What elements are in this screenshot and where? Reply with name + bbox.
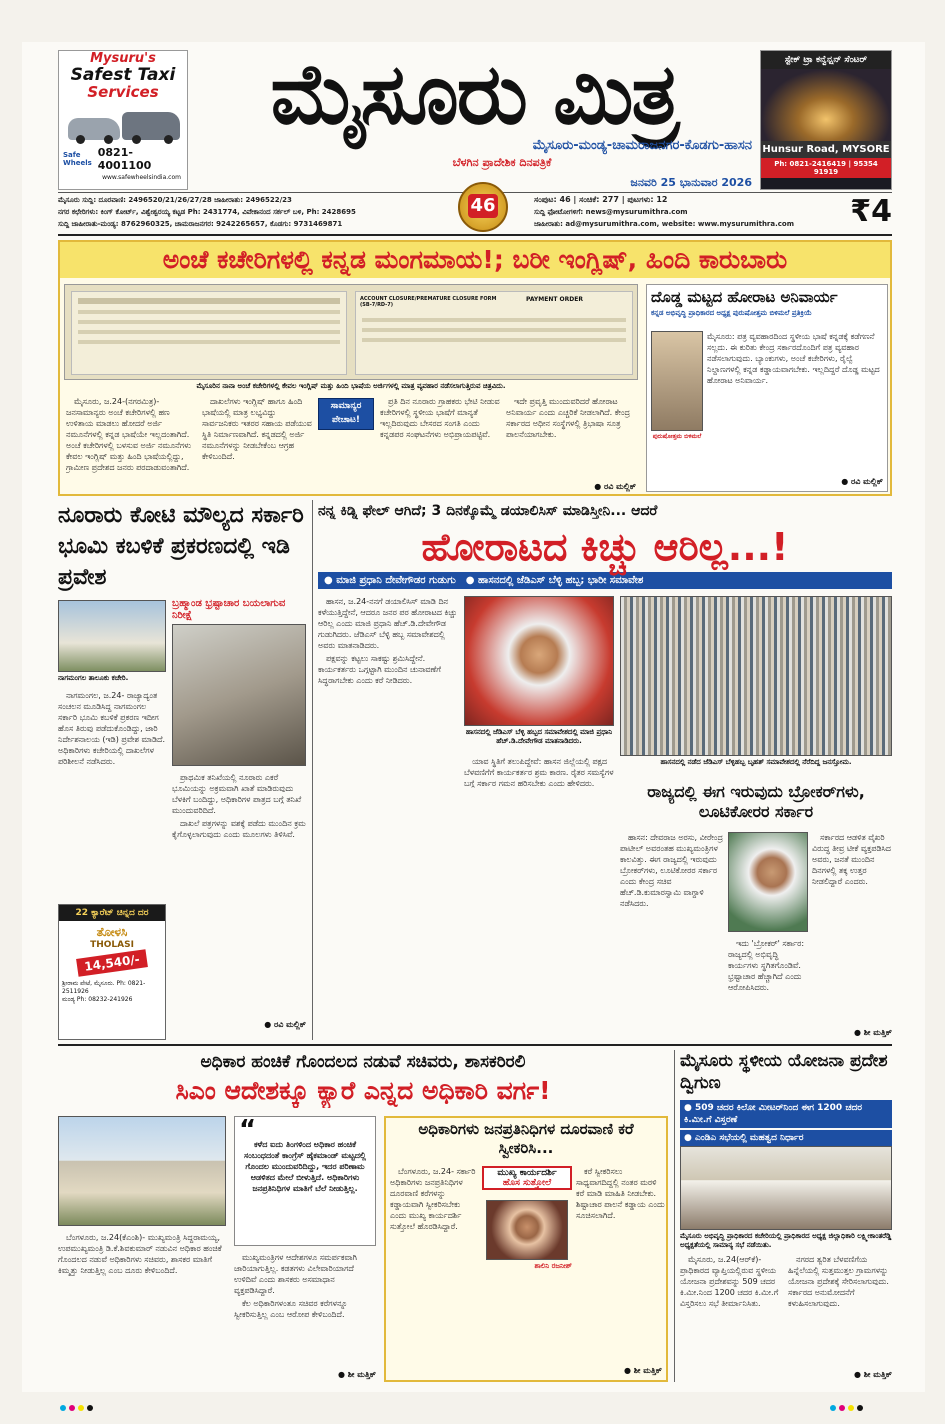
taxi-web: www.safewheelsindia.com <box>102 174 181 181</box>
postoffice-col2 <box>202 396 312 494</box>
officials-quote: ಕಳೆದ ಐದು ತಿಂಗಳಿಂದ ಅಧಿಕಾರ ಹಂಚಿಕೆ ಸಂಬಂಧದಂತೆ ಕಾಂಗ್ರೆಸ್ ಹೈಕಮಾಂಡ್ ಮಟ್ಟದಲ್ಲಿ ಗೊಂದಲ ಮುಂದುವರಿದಿದ್ದು, ಇದರ ಪರಿಣಾಮ ಆಡಳಿತದ ಮೇಲೆ ಬೀಳುತ್ತಿದೆ. ಅಧಿಕಾರಿಗಳು ಜನಪ್ರತಿನಿಧಿಗಳ ಮಾತಿಗೆ ಬೆಲೆ ನೀಡುತ್ತಿಲ್ಲ. <box>244 1140 366 1193</box>
officials-para-1: ಬೆಂಗಳೂರು, ಜ.24(ಕೆಎಂಶಿ)- ಮುಖ್ಯಮಂತ್ರಿ ಸಿದ್ದರಾಮಯ್ಯ, ಉಪಮುಖ್ಯಮಂತ್ರಿ ಡಿ.ಕೆ.ಶಿವಕುಮಾರ್ ನಡುವಿನ ಅಧಿಕಾರ ಹಂಚಿಕೆ ಗೊಂದಲದ ನಡುವೆ ಅಧಿಕಾರಿಗಳು ಸಚಿವರು, ಶಾಸಕರ ಮಾತಿಗೆ ಕಿಮ್ಮತ್ತು ನೀಡುತ್ತಿಲ್ಲ ಎಂಬ ದೂರು ಕೇಳಿಬಂದಿದೆ. <box>58 1233 222 1275</box>
contact-line-3: ಸುದ್ದಿ ಜಾಹೀರಾತು-ಮಂಡ್ಯ: 8762960325, ಚಾಮರಾಜನಗರ: 9242265657, ಕೊಡಗು: 9731469871 <box>58 220 343 228</box>
registration-marks-left <box>60 1405 93 1411</box>
masthead-regions: ಮೈಸೂರು-ಮಂಡ್ಯ-ಚಾಮರಾಜನಗರ-ಕೊಡಗು-ಹಾಸನ <box>532 138 752 153</box>
story-postoffice <box>58 240 892 496</box>
devegowda-bullet-1: ● ಮಾಜಿ ಪ್ರಧಾನಿ ದೇವೇಗೌಡರ ಗುಡುಗು <box>324 575 456 586</box>
gold-rate-title: 22 ಕ್ಯಾರೆಟ್ ಚಿನ್ನದ ದರ <box>59 905 165 921</box>
contact-left <box>58 194 428 232</box>
devegowda-photo <box>464 596 614 726</box>
gold-price: 14,540/- <box>76 949 148 977</box>
rally-photo-caption: ಹಾಸನದಲ್ಲಿ ನಡೆದ ಜೆಡಿಎಸ್ ಬೆಳ್ಳಿಹಬ್ಬ ಬೃಹತ್ ಸಮಾವೇಶದಲ್ಲಿ ನೆರೆದಿದ್ದ ಜನಸ್ತೋಮ. <box>660 758 852 766</box>
story-kumaraswamy <box>620 782 892 1040</box>
gold-brand: ತೋಳಸಿ <box>96 925 128 939</box>
contact-line-1: ಮೈಸೂರು ಸುದ್ದಿ: ದೂರವಾಣಿ: 2496520/21/26/27/28 ಜಾಹೀರಾತು: 2496522/23 <box>58 196 292 204</box>
anniversary-emblem <box>440 182 526 240</box>
postoffice-col1 <box>66 396 196 494</box>
car-image <box>64 104 182 144</box>
mda-bullet-1: ● 509 ಚದರ ಕಿಲೋ ಮೀಟರ್‌ನಿಂದ ಈಗ 1200 ಚದರ ಕಿ.ಮೀ.ಗೆ ವಿಸ್ತರಣೆ <box>680 1100 892 1128</box>
anniversary-number: 46 <box>468 194 498 218</box>
sidebox-photo-caption: ಪುರುಷೋತ್ತಮ ಬಿಳಿಮಲೆ <box>652 433 702 440</box>
calls-tag-1: ಮುಖ್ಯ ಕಾರ್ಯದರ್ಶಿ <box>497 1168 557 1178</box>
postoffice-photo-caption: ಮೈಸೂರಿನ ನಾನಾ ಅಂಚೆ ಕಚೇರಿಗಳಲ್ಲಿ ಕೇವಲ ಇಂಗ್ಲಿಷ್ ಮತ್ತು ಹಿಂದಿ ಭಾಷೆಯ ಅರ್ಜಿಗಳಲ್ಲಿ ಮಾತ್ರ ವ್ಯವಹಾರ ನಡೆಸಲಾಗುತ್ತಿರುವ ಚಿತ್ರವಿದು. <box>196 382 506 390</box>
devegowda-col1 <box>318 596 458 804</box>
officials-para-3: ಕೆಲ ಅಧಿಕಾರಿಗಳಂತೂ ಸಚಿವರ ಕರೆಗಳನ್ನೂ ಸ್ವೀಕರಿಸುತ್ತಿಲ್ಲ ಎಂಬ ಆರೋಪ ಕೇಳಿಬಂದಿದೆ. <box>234 1299 348 1319</box>
devegowda-para-2: ಪಕ್ಷವನ್ನು ಕಟ್ಟಲು ಸಾಕಷ್ಟು ಶ್ರಮಿಸಿದ್ದೇನೆ. ಕಾರ್ಯಕರ್ತರು ಒಗ್ಗಟ್ಟಾಗಿ ಮುಂದಿನ ಚುನಾವಣೆಗೆ ಸಿದ್ಧರಾಗಬೇಕು ಎಂದು ಕರೆ ನೀಡಿದರು. <box>318 654 441 685</box>
land-grab-col2 <box>172 772 306 1012</box>
convention-photo <box>761 69 891 141</box>
rally-photo <box>620 596 892 756</box>
calls-tag-2: ಹೊಸ ಸುತ್ತೋಲೆ <box>502 1178 552 1188</box>
calls-byline: ● ಶೀ ಮತ್ತಿಕ್ <box>624 1366 662 1375</box>
officials-para-2: ಮುಖ್ಯಮಂತ್ರಿಗಳ ಆದೇಶಗಳೂ ಸಮರ್ಪಕವಾಗಿ ಜಾರಿಯಾಗುತ್ತಿಲ್ಲ. ಕಡತಗಳು ವಿಲೇವಾರಿಯಾಗದೆ ಉಳಿದಿವೆ ಎಂದು ಶಾಸಕರು ಅಸಮಾಧಾನ ವ್ಯಕ್ತಪಡಿಸಿದ್ದಾರೆ. <box>234 1253 357 1295</box>
kumaraswamy-col2 <box>812 832 892 1038</box>
mda-bullet-2: ● ಎಂಡಿಎ ಸಭೆಯಲ್ಲಿ ಮಹತ್ವದ ನಿರ್ಧಾರ <box>680 1130 892 1146</box>
land-grab-byline: ● ರವಿ ಮಲ್ಲಿಕ್ <box>264 1020 306 1029</box>
calls-box <box>384 1116 668 1382</box>
masthead-title: ಮೈಸೂರು ಮಿತ್ರ <box>270 45 678 143</box>
land-grab-para-1: ನಾಗಮಂಗಲ, ಜ.24- ರಾಜ್ಯಾದ್ಯಂತ ಸಂಚಲನ ಮೂಡಿಸಿದ್ದ ನಾಗಮಂಗಲ ಸರ್ಕಾರಿ ಭೂಮಿ ಕಬಳಿಕೆ ಪ್ರಕರಣ ಇದೀಗ ಹೊಸ ತಿರುವು ಪಡೆದುಕೊಂಡಿದ್ದು, ಜಾರಿ ನಿರ್ದೇಶನಾಲಯ (ಇಡಿ) ಪ್ರವೇಶ ಮಾಡಿದೆ. ಅಧಿಕಾರಿಗಳು ಕಚೇರಿಯಲ್ಲಿ ದಾಖಲೆಗಳ ಪರಿಶೀಲನೆ ನಡೆಸಿದರು. <box>58 691 166 766</box>
land-grab-para-2: ಪ್ರಾಥಮಿಕ ತನಿಖೆಯಲ್ಲಿ ನೂರಾರು ಎಕರೆ ಭೂಮಿಯನ್ನು ಅಕ್ರಮವಾಗಿ ಖಾತೆ ಮಾಡಿರುವುದು ಬೆಳಕಿಗೆ ಬಂದಿದ್ದು, ಅಧಿಕಾರಿಗಳ ಪಾತ್ರದ ಬಗ್ಗೆ ತನಿಖೆ ಮುಂದುವರಿದಿದೆ. <box>172 773 302 815</box>
story-devegowda <box>318 500 892 806</box>
safe-wheels-logo: Safe Wheels <box>63 151 92 167</box>
postoffice-para-1: ಮೈಸೂರು, ಜ.24-(ನಗರಮಿತ್ರ)- ಜನಸಾಮಾನ್ಯರು ಅಂಚೆ ಕಚೇರಿಗಳಲ್ಲಿ ಹಣ ಉಳಿತಾಯ ಮಾಡಲು ಹೋದರೆ ಅರ್ಜಿ ನಮೂನೆಗಳಲ್ಲಿ ಕನ್ನಡ ಭಾಷೆಯೇ ಇಲ್ಲದಂತಾಗಿದೆ. ಅಂಚೆ ಕಚೇರಿಗಳಲ್ಲಿ ಬಳಸುವ ಅರ್ಜಿ ನಮೂನೆಗಳು ಕೇವಲ ಇಂಗ್ಲಿಷ್ ಮತ್ತು ಹಿಂದಿ ಭಾಷೆಯಲ್ಲಿದ್ದು, ಗ್ರಾಮೀಣ ಪ್ರದೇಶದ ಜನರು ಪರದಾಡುವಂತಾಗಿದೆ. <box>66 397 192 472</box>
form-title-1: ACCOUNT CLOSURE/PREMATURE CLOSURE FORM (SB-7/RD-7) <box>360 296 497 308</box>
devegowda-para-3: ಯಾವ ಸ್ಥಿತಿಗೆ ತಲುಪಿದ್ದೇವೆ: ಹಾಸನ ಜಿಲ್ಲೆಯಲ್ಲಿ ಪಕ್ಷದ ಬೆಳವಣಿಗೆಗೆ ಕಾರ್ಯಕರ್ತರ ಶ್ರಮ ಕಾರಣ. ರೈತರ ಸಮಸ್ಯೆಗಳ ಬಗ್ಗೆ ಸರ್ಕಾರ ಗಮನ ಹರಿಸಬೇಕು ಎಂದು ಹೇಳಿದರು. <box>464 757 614 788</box>
price: ₹4 <box>850 194 892 229</box>
mda-col2 <box>788 1254 892 1370</box>
officials-quote-box <box>234 1116 376 1246</box>
kumaraswamy-para-3: ಇದು 'ಬ್ರೋಕರ್' ಸರ್ಕಾರ: ರಾಜ್ಯದಲ್ಲಿ ಅಭಿವೃದ್ಧಿ ಕಾರ್ಯಗಳು ಸ್ಥಗಿತಗೊಂಡಿವೆ. ಭ್ರಷ್ಟಾಚಾರ ಹೆಚ್ಚಾಗಿದೆ ಎಂದು ಆರೋಪಿಸಿದರು. <box>728 939 805 992</box>
postoffice-para-4: ಇದೇ ಪ್ರವೃತ್ತಿ ಮುಂದುವರಿದರೆ ಹೋರಾಟ ಅನಿವಾರ್ಯ ಎಂದು ಎಚ್ಚರಿಕೆ ನೀಡಲಾಗಿದೆ. ಕೇಂದ್ರ ಸರ್ಕಾರದ ಅಧೀನ ಸಂಸ್ಥೆಗಳಲ್ಲಿ ತ್ರಿಭಾಷಾ ಸೂತ್ರ ಪಾಲನೆಯಾಗಬೇಕು. <box>506 397 631 439</box>
shalini-photo-caption: ಶಾಲಿನಿ ರಜನೀಶ್ <box>534 1262 572 1270</box>
mda-byline: ● ಶೀ ಮತ್ತಿಕ್ <box>854 1370 892 1379</box>
land-grab-photo1 <box>58 600 166 672</box>
calls-col2 <box>576 1166 666 1378</box>
convention-phone: Ph: 0821-2416419 | 95354 91919 <box>761 158 891 178</box>
devegowda-col2 <box>464 756 614 806</box>
kumaraswamy-photo <box>728 832 808 932</box>
kumaraswamy-para-1: ಹಾಸನ: ದೇವರಾಜ ಅರಸು, ವೀರೇಂದ್ರ ಪಾಟೀಲ್ ಅವರಂತಹ ಮುಖ್ಯಮಂತ್ರಿಗಳ ಕಾಲವಿತ್ತು. ಈಗ ರಾಜ್ಯದಲ್ಲಿ ಇರುವುದು ಬ್ರೋಕರ್‌ಗಳು, ಲೂಟಿಕೋರರ ಸರ್ಕಾರ ಎಂದು ಕೇಂದ್ರ ಸಚಿವ ಹೆಚ್.ಡಿ.ಕುಮಾರಸ್ವಾಮಿ ವಾಗ್ದಾಳಿ ನಡೆಸಿದರು. <box>620 833 723 908</box>
volume-info: ಸಂಪುಟ: 46 | ಸಂಚಿಕೆ: 277 | ಪುಟಗಳು: 12 <box>534 195 668 204</box>
land-grab-photo2 <box>172 624 306 766</box>
convention-address: Hunsur Road, MYSORE <box>761 141 891 158</box>
kumaraswamy-col1 <box>620 832 724 1038</box>
land-grab-photo1-caption: ನಾಗಮಂಗಲ ತಾಲೂಕು ಕಚೇರಿ. <box>58 674 129 682</box>
devegowda-headline: ಹೋರಾಟದ ಕಿಚ್ಚು ಆರಿಲ್ಲ...! <box>421 525 789 569</box>
officials-kicker: ಅಧಿಕಾರ ಹಂಚಿಕೆ ಗೊಂದಲದ ನಡುವೆ ಸಚಿವರು, ಶಾಸಕರಿರಲಿ <box>200 1052 526 1072</box>
contact-right <box>534 194 804 232</box>
mda-headline: ಮೈಸೂರು ಸ್ಥಳೀಯ ಯೋಜನಾ ಪ್ರದೇಶ ದ್ವಿಗುಣ <box>680 1051 888 1093</box>
masthead-tagline: ಬೆಳಗಿನ ಪ್ರಾದೇಶಿಕ ದಿನಪತ್ರಿಕೆ <box>452 156 552 169</box>
devegowda-photo-caption: ಹಾಸನದಲ್ಲಿ ಜೆಡಿಎಸ್ ಬೆಳ್ಳಿ ಹಬ್ಬದ ಸಮಾವೇಶದಲ್ಲಿ ಮಾಜಿ ಪ್ರಧಾನಿ ಹೆಚ್.ಡಿ.ದೇವೇಗೌಡ ಮಾತನಾಡಿದರು. <box>465 728 613 745</box>
kumaraswamy-para-2: ಸರ್ಕಾರದ ಆಡಳಿತ ವೈಖರಿ ವಿರುದ್ಧ ತೀವ್ರ ಟೀಕೆ ವ್ಯಕ್ತಪಡಿಸಿದ ಅವರು, ಜನತೆ ಮುಂದಿನ ದಿನಗಳಲ್ಲಿ ತಕ್ಕ ಉತ್ತರ ನೀಡಲಿದ್ದಾರೆ ಎಂದರು. <box>812 833 891 886</box>
mda-meeting-photo <box>680 1146 892 1230</box>
land-grab-para-3: ದಾಖಲೆ ಪತ್ರಗಳನ್ನು ವಶಕ್ಕೆ ಪಡೆದು ಮುಂದಿನ ಕ್ರಮ ಕೈಗೊಳ್ಳಲಾಗುವುದು ಎಂದು ಮೂಲಗಳು ತಿಳಿಸಿವೆ. <box>172 819 306 839</box>
masthead-date: ಜನವರಿ 25 ಭಾನುವಾರ 2026 <box>630 176 752 189</box>
devegowda-para-1: ಹಾಸನ, ಜ.24-ನನಗೆ ಡಯಾಲಿಸಿಸ್ ಮಾಡಿ ದಿನ ಕಳೆಯುತ್ತಿದ್ದೇನೆ, ಆದರೂ ಜನರ ಪರ ಹೋರಾಟದ ಕಿಚ್ಚು ಆರಿಲ್ಲ ಎಂದು ಮಾಜಿ ಪ್ರಧಾನಿ ಹೆಚ್.ಡಿ.ದೇವೇಗೌಡ ಗುಡುಗಿದರು. ಜೆಡಿಎಸ್ ಬೆಳ್ಳಿ ಹಬ್ಬ ಸಮಾವೇಶದಲ್ಲಿ ಅವರು ಮಾತನಾಡಿದರು. <box>318 597 458 650</box>
postoffice-para-2: ದಾಖಲೆಗಳು ಇಂಗ್ಲಿಷ್ ಹಾಗೂ ಹಿಂದಿ ಭಾಷೆಯಲ್ಲಿ ಮಾತ್ರ ಲಭ್ಯವಿದ್ದು ಸಾರ್ವಜನಿಕರು ಇತರರ ಸಹಾಯ ಪಡೆಯುವ ಸ್ಥಿತಿ ನಿರ್ಮಾಣವಾಗಿದೆ. ಕನ್ನಡದಲ್ಲಿ ಅರ್ಜಿ ನಮೂನೆಗಳನ್ನು ನೀಡಬೇಕೆಂಬ ಆಗ್ರಹ ಕೇಳಿಬಂದಿದೆ. <box>202 397 312 461</box>
form-title-2: PAYMENT ORDER <box>526 296 583 303</box>
gold-rate-ad <box>58 904 166 1040</box>
land-grab-kicker: ಬ್ರಹ್ಮಾಂಡ ಭ್ರಷ್ಟಾಚಾರ ಬಯಲಾಗುವ ನಿರೀಕ್ಷೆ <box>172 598 286 621</box>
vidhana-soudha-photo <box>58 1116 226 1226</box>
officials-col2 <box>234 1252 376 1370</box>
taxi-ad <box>58 50 188 190</box>
devegowda-bullets <box>318 572 892 589</box>
devegowda-bullet-2: ● ಹಾಸನದಲ್ಲಿ ಜೆಡಿಎಸ್ ಬೆಳ್ಳಿ ಹಬ್ಬ; ಭಾರೀ ಸಮಾವೇಶ <box>465 575 644 586</box>
officials-headline: ಸಿಎಂ ಆದೇಶಕ್ಕೂ ಕ್ಯಾರೆ ಎನ್ನದ ಅಧಿಕಾರಿ ವರ್ಗ! <box>175 1076 551 1105</box>
news-email: ಸುದ್ದಿ ಫೋಟೋಗಳಿಗೆ: news@mysurumithra.com <box>534 208 688 216</box>
registration-marks-right <box>830 1405 863 1411</box>
story-officials <box>58 1050 668 1382</box>
land-grab-col1 <box>58 690 166 900</box>
taxi-ad-line1: Mysuru's <box>90 51 156 66</box>
gold-address: ಶ್ರೀರಾಮ ಪೇಟೆ, ಮೈಸೂರು. Ph: 0821-2511926 <box>62 980 146 995</box>
officials-byline: ● ಶೀ ಮತ್ತಿಕ್ <box>338 1370 376 1379</box>
postoffice-kicker: ಸಾಮಾನ್ಯರ ಪೇಚಾಟ! <box>318 398 374 430</box>
convention-ad <box>760 50 892 190</box>
postoffice-byline: ● ರವಿ ಮಲ್ಲಿಕ್ <box>594 482 636 491</box>
sidebox-body: ಮೈಸೂರು: ಪತ್ರ ವ್ಯವಹಾರದಿಂದ ಸ್ಥಳೀಯ ಭಾಷೆ ಕನ್ನಡಕ್ಕೆ ಕಡೆಗಣನೆ ಸಲ್ಲದು. ಈ ಕುರಿತು ಕೇಂದ್ರ ಸರ್ಕಾರದೊಂದಿಗೆ ಪತ್ರ ವ್ಯವಹಾರ ನಡೆಸಲಾಗುವುದು. ಬ್ಯಾಂಕುಗಳು, ಅಂಚೆ ಕಚೇರಿಗಳು, ರೈಲ್ವೆ ನಿಲ್ದಾಣಗಳಲ್ಲಿ ಕನ್ನಡ ಕಡ್ಡಾಯವಾಗಬೇಕು. ಇಲ್ಲದಿದ್ದರೆ ದೊಡ್ಡ ಮಟ್ಟದ ಹೋರಾಟ ಅನಿವಾರ್ಯ. <box>707 332 880 385</box>
calls-col1 <box>390 1166 478 1378</box>
postoffice-col3 <box>380 396 500 494</box>
mda-col1 <box>680 1254 784 1370</box>
postoffice-sidebox <box>646 284 888 492</box>
mda-para-1: ಮೈಸೂರು, ಜ.24(ಆರ್‌ಕೆ)-ಪ್ರಾಧಿಕಾರದ ವ್ಯಾಪ್ತಿಯಲ್ಲಿರುವ ಸ್ಥಳೀಯ ಯೋಜನಾ ಪ್ರದೇಶವನ್ನು 509 ಚದರ ಕಿ.ಮೀ.ನಿಂದ 1200 ಚದರ ಕಿ.ಮೀ.ಗೆ ವಿಸ್ತರಿಸಲು ಸಭೆ ತೀರ್ಮಾನಿಸಿತು. <box>680 1255 779 1308</box>
officials-col1 <box>58 1232 226 1382</box>
mda-photo-caption: ಮೈಸೂರು ಅಭಿವೃದ್ಧಿ ಪ್ರಾಧಿಕಾರದ ಕಚೇರಿಯಲ್ಲಿ ಪ್ರಾಧಿಕಾರದ ಅಧ್ಯಕ್ಷ ಜಿಲ್ಲಾಧಿಕಾರಿ ಲಕ್ಷ್ಮೀಕಾಂತರೆಡ್ಡಿ ಅಧ್ಯಕ್ಷತೆಯಲ್ಲಿ ಸಾಮಾನ್ಯ ಸಭೆ ನಡೆಯಿತು. <box>680 1232 892 1249</box>
mda-para-2: ನಗರದ ತ್ವರಿತ ಬೆಳವಣಿಗೆಯ ಹಿನ್ನೆಲೆಯಲ್ಲಿ ಸುತ್ತಮುತ್ತಲ ಗ್ರಾಮಗಳನ್ನು ಯೋಜನಾ ಪ್ರದೇಶಕ್ಕೆ ಸೇರಿಸಲಾಗುವುದು. ಸರ್ಕಾರದ ಅನುಮೋದನೆಗೆ ಕಳುಹಿಸಲಾಗುವುದು. <box>788 1255 889 1308</box>
story-land-grab <box>58 500 306 1040</box>
gold-address-2: ಮಂಡ್ಯ Ph: 08232-241926 <box>62 996 133 1003</box>
contact-line-2: ನಗರ ಕಛೇರಿಗಳು: ಕಿಂಗ್ ಕೋರ್ಟ್, ವಿಶ್ವೇಶ್ವರಯ್ಯ ಕಟ್ಟಡ Ph: 2431774, ವಿವೇಕಾನಂದ ಸರ್ಕಲ್ ಬಳಿ, Ph: 2428695 <box>58 208 356 216</box>
kumaraswamy-byline: ● ಶೀ ಮತ್ತಿಕ್ <box>854 1028 892 1037</box>
postoffice-col4 <box>506 396 636 482</box>
postoffice-para-3: ಪ್ರತಿ ದಿನ ನೂರಾರು ಗ್ರಾಹಕರು ಭೇಟಿ ನೀಡುವ ಕಚೇರಿಗಳಲ್ಲಿ ಸ್ಥಳೀಯ ಭಾಷೆಗೆ ಮಾನ್ಯತೆ ಇಲ್ಲದಿರುವುದು ಬೇಸರದ ಸಂಗತಿ ಎಂದು ಕನ್ನಡಪರ ಸಂಘಟನೆಗಳು ಅಭಿಪ್ರಾಯಪಟ್ಟಿವೆ. <box>380 397 500 439</box>
story-postoffice-headline: ಅಂಚೆ ಕಚೇರಿಗಳಲ್ಲಿ ಕನ್ನಡ ಮಂಗಮಾಯ!; ಬರೀ ಇಂಗ್ಲಿಷ್, ಹಿಂದಿ ಕಾರುಬಾರು <box>60 242 890 278</box>
taxi-phone: 0821-4001100 <box>97 146 152 172</box>
calls-para-2: ಕರೆ ಸ್ವೀಕರಿಸಲು ಸಾಧ್ಯವಾಗದಿದ್ದಲ್ಲಿ ನಂತರ ಮರಳಿ ಕರೆ ಮಾಡಿ ಮಾಹಿತಿ ನೀಡಬೇಕು. ಶಿಷ್ಟಾಚಾರ ಪಾಲನೆ ಕಡ್ಡಾಯ ಎಂದು ಸೂಚಿಸಲಾಗಿದೆ. <box>576 1167 665 1220</box>
taxi-ad-line2: Safest Taxi <box>70 65 176 85</box>
sidebox-subhead: ಕನ್ನಡ ಅಭಿವೃದ್ಧಿ ಪ್ರಾಧಿಕಾರದ ಅಧ್ಯಕ್ಷ ಪುರುಷೋತ್ತಮ ಬಿಳಿಮಲೆ ಪ್ರತಿಕ್ರಿಯೆ <box>651 309 812 317</box>
kumaraswamy-col3 <box>728 938 808 1028</box>
postoffice-forms-photo <box>64 284 638 380</box>
calls-box-headline: ಅಧಿಕಾರಿಗಳು ಜನಪ್ರತಿನಿಧಿಗಳ ದೂರವಾಣಿ ಕರೆ ಸ್ವೀಕರಿಸಿ... <box>418 1120 634 1157</box>
calls-para-1: ಬೆಂಗಳೂರು, ಜ.24- ಸರ್ಕಾರಿ ಅಧಿಕಾರಿಗಳು ಜನಪ್ರತಿನಿಧಿಗಳ ದೂರವಾಣಿ ಕರೆಗಳನ್ನು ಕಡ್ಡಾಯವಾಗಿ ಸ್ವೀಕರಿಸಬೇಕು ಎಂದು ಮುಖ್ಯ ಕಾರ್ಯದರ್ಶಿ ಸುತ್ತೋಲೆ ಹೊರಡಿಸಿದ್ದಾರೆ. <box>390 1167 476 1231</box>
quote-icon: “ <box>239 1115 257 1145</box>
convention-title: ಸ್ಟೇಕ್ ಟ್ರಾ ಕನ್ವೆನ್ಷನ್ ಸೆಂಟರ್ <box>761 51 891 69</box>
sidebox-photo <box>651 331 703 431</box>
sidebox-byline: ● ರವಿ ಮಲ್ಲಿಕ್ <box>841 477 883 486</box>
ad-email: ಜಾಹೀರಾತು: ad@mysurumithra.com, website: www.mysurumithra.com <box>534 220 795 228</box>
calls-tag <box>482 1166 572 1190</box>
devegowda-kicker: ನನ್ನ ಕಿಡ್ನಿ ಫೇಲ್ ಆಗಿದೆ; 3 ದಿನಕ್ಕೊಮ್ಮೆ ಡಯಾಲಿಸಿಸ್ ಮಾಡಿಸ್ತೀನಿ... ಆದರೆ <box>318 503 658 519</box>
shalini-photo <box>486 1200 568 1260</box>
story-mda <box>680 1050 892 1382</box>
land-grab-headline: ನೂರಾರು ಕೋಟಿ ಮೌಲ್ಯದ ಸರ್ಕಾರಿ ಭೂಮಿ ಕಬಳಿಕೆ ಪ್ರಕರಣದಲ್ಲಿ ಇಡಿ ಪ್ರವೇಶ <box>58 503 304 590</box>
newspaper-page <box>22 42 925 1392</box>
taxi-ad-line3: Services <box>87 83 159 101</box>
sidebox-headline: ದೊಡ್ಡ ಮಟ್ಟದ ಹೋರಾಟ ಅನಿವಾರ್ಯ <box>651 288 838 306</box>
gold-brand-en: THOLASI <box>90 940 134 950</box>
kumaraswamy-headline: ರಾಜ್ಯದಲ್ಲಿ ಈಗ ಇರುವುದು ಬ್ರೋಕರ್‌ಗಳು, ಲೂಟಿಕೋರರ ಸರ್ಕಾರ <box>647 782 865 821</box>
